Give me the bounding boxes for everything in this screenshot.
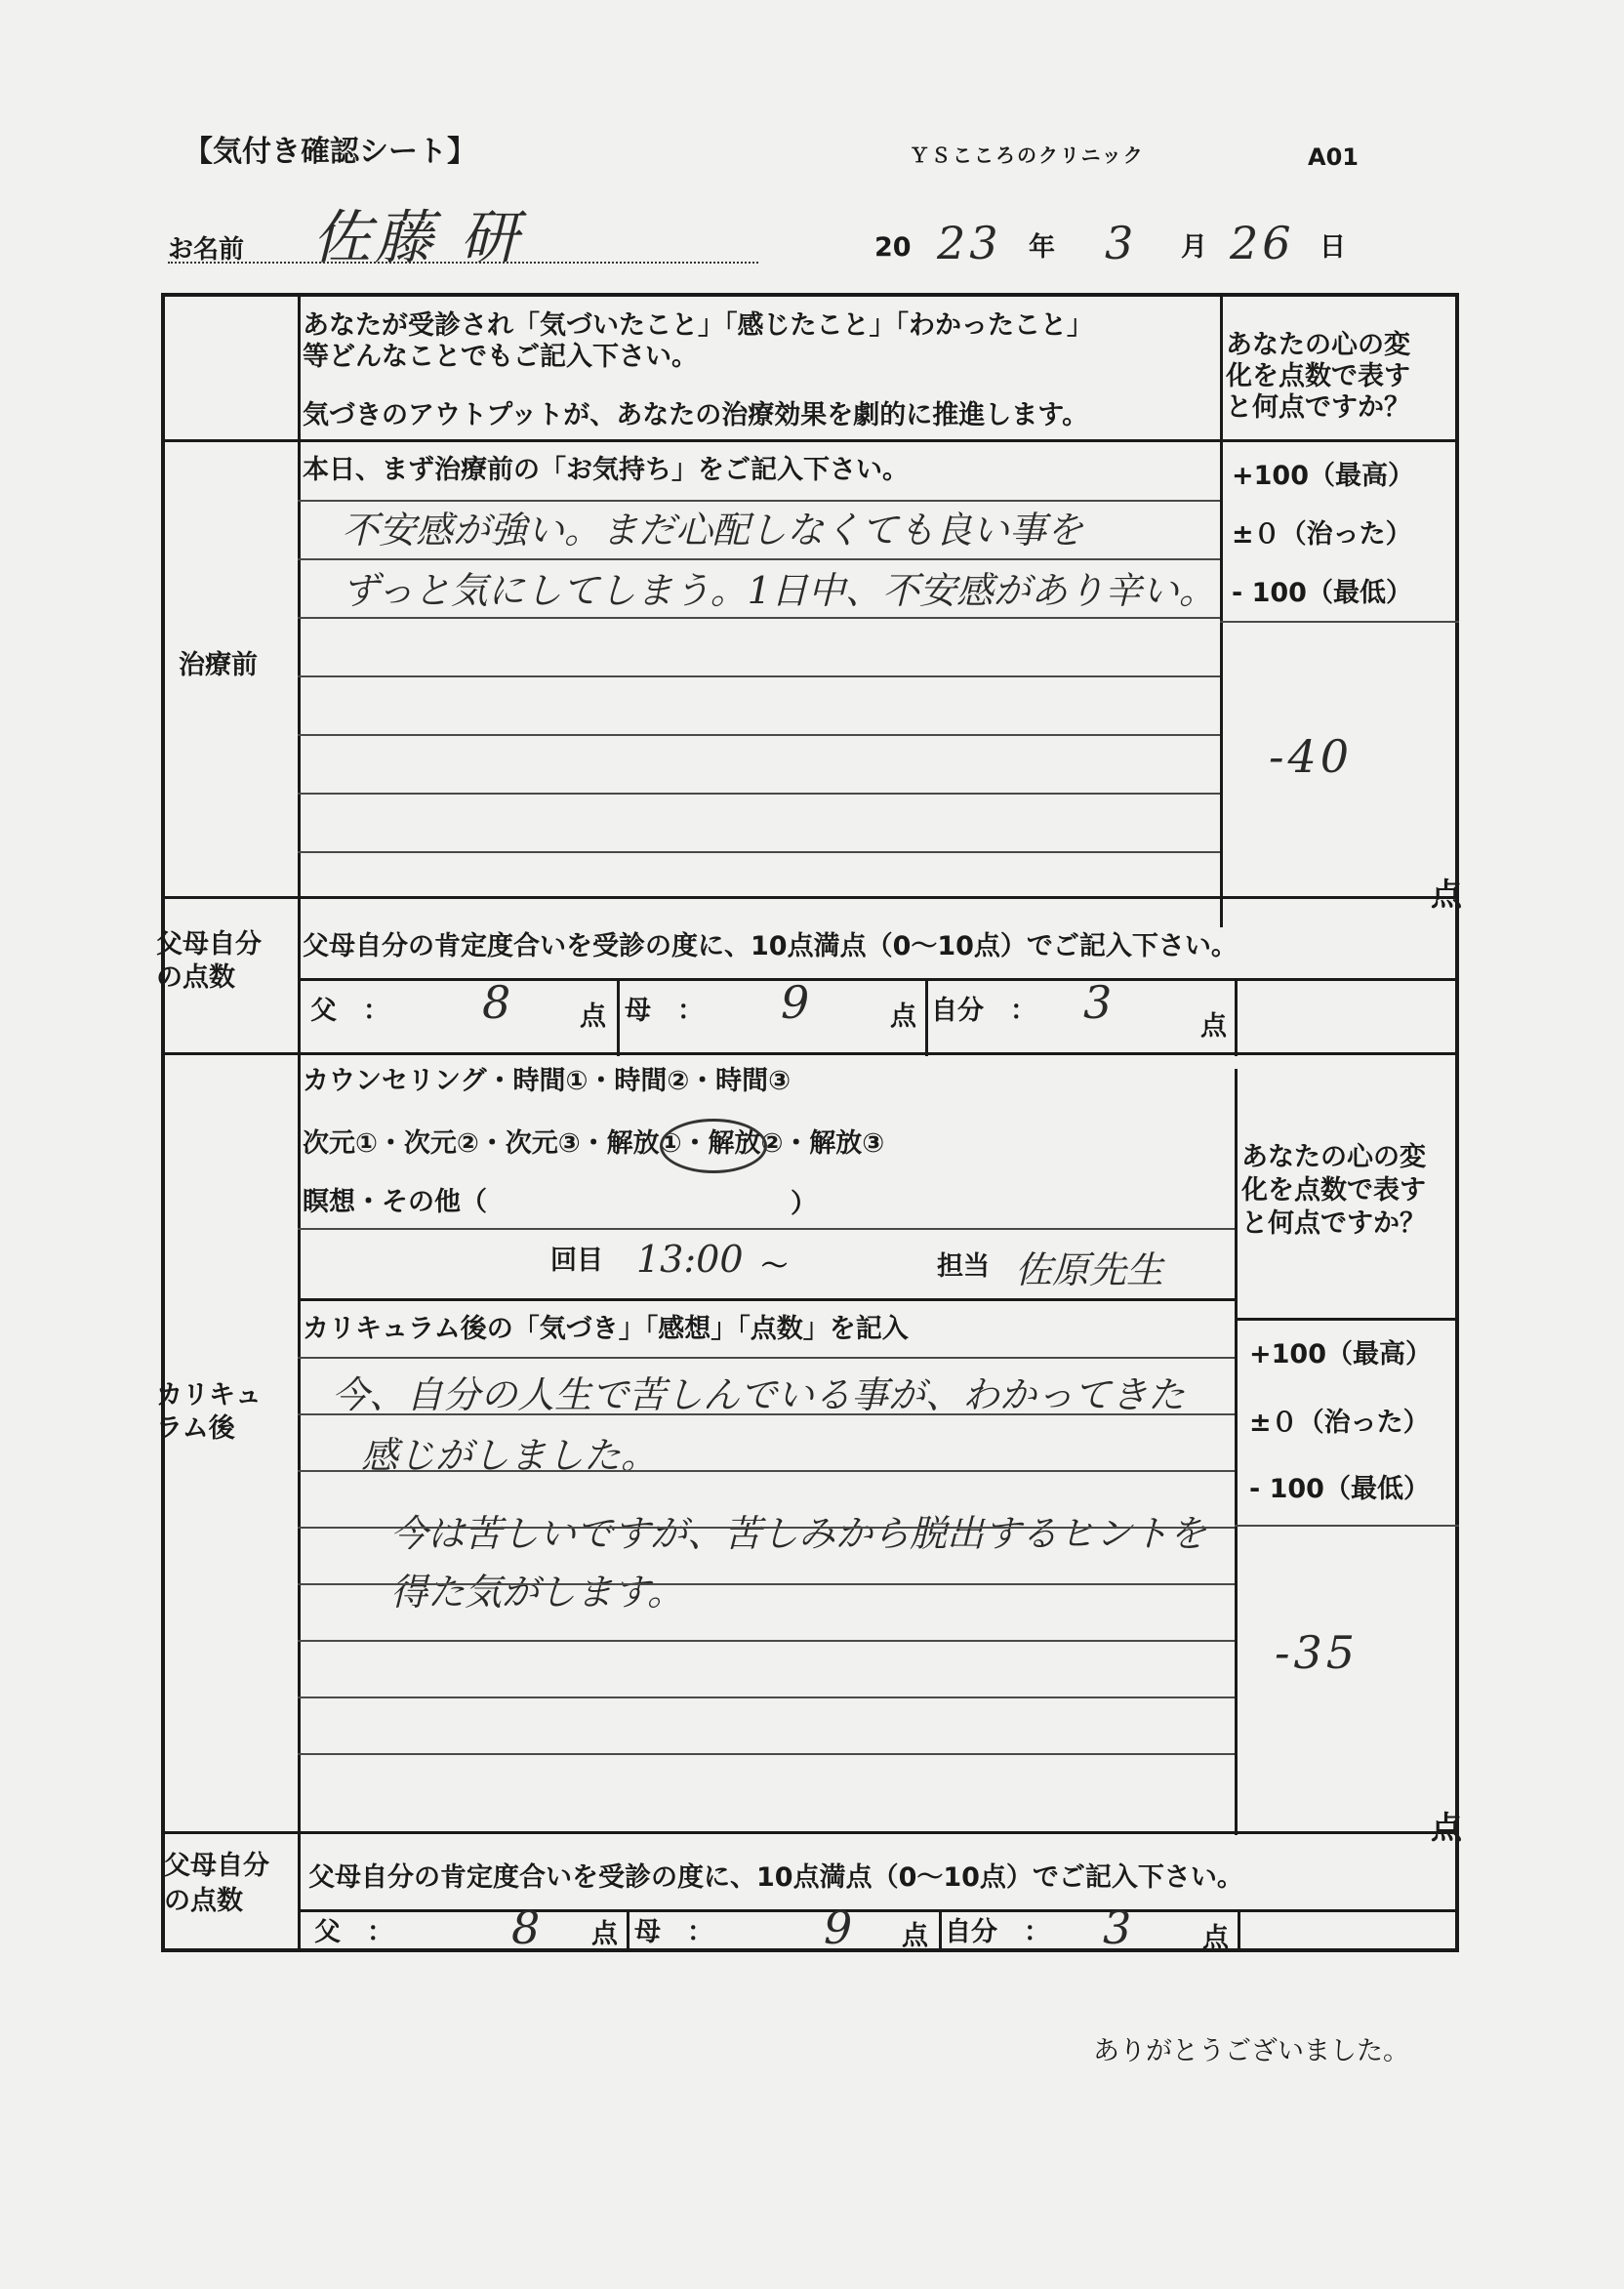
curriculum-text-line-4[interactable]: 得た気がします。 [390,1571,684,1614]
score-column-divider-top [1220,293,1223,927]
curriculum-prompt: カリキュラム後の「気づき」「感想」「点数」を記入 [303,1314,909,1344]
parents2-self-label: 自分 ： [945,1917,1050,1947]
before-score-unit: 点 [1431,876,1463,913]
name-label: お名前 [168,235,245,265]
before-section-divider [161,896,1459,899]
before-scale-zero: ±０（治った） [1232,519,1412,550]
parents1-mother-label: 母 ： [625,996,704,1026]
before-label: 治療前 [179,650,258,680]
intro-text-3: 気づきのアウトプットが、あなたの治療効果を劇的に推進します。 [303,400,1089,430]
curriculum-scale-max: +100（最高） [1249,1339,1432,1369]
curriculum-line [298,1753,1235,1755]
name-underline [168,262,758,264]
parents2-self-value[interactable]: 3 [1103,1901,1136,1954]
before-scale-max: +100（最高） [1232,461,1414,491]
parents2-self-unit: 点 [1202,1923,1229,1953]
date-year[interactable]: 23 [937,217,1002,269]
session-time[interactable]: 13:00 [636,1238,744,1281]
intro-text-2: 等どんなことでもご記入下さい。 [303,342,698,372]
before-text-line-2[interactable]: ずっと気にしてしまう。1日中、不安感があり辛い。 [342,569,1216,612]
parents1-self-value[interactable]: 3 [1083,976,1116,1029]
intro-text-1: あなたが受診され「気づいたこと」「感じたこと」「わかったこと」 [303,310,1093,341]
curriculum-score-question-2: 化を点数で表す [1241,1175,1426,1206]
intro-score-question-3: と何点ですか？ [1226,392,1410,423]
before-line [298,675,1220,677]
curriculum-options-divider [298,1228,1235,1230]
curriculum-options-1: カウンセリング・時間①・時間②・時間③ [303,1066,792,1096]
curriculum-label-1: カリキュ [156,1380,262,1410]
curriculum-line [298,1413,1235,1415]
curriculum-score-unit: 点 [1431,1809,1463,1846]
curriculum-label-2: ラム後 [156,1413,235,1444]
parents2-row-divider [298,1909,1459,1912]
parents2-mother-value[interactable]: 9 [824,1901,857,1954]
session-row-divider [298,1298,1235,1301]
name-value[interactable]: 佐藤 研 [312,204,523,272]
session-label: 回目 [550,1246,603,1276]
staff-label: 担当 [937,1251,990,1282]
parents2-cell-divider [1238,1909,1240,1952]
parents1-label-1: 父母自分 [156,929,262,960]
footer-thanks: ありがとうございました。 [1093,2036,1409,2066]
parents1-label-2: の点数 [156,962,235,993]
before-line [298,734,1220,736]
parents1-father-label: 父 ： [310,996,389,1026]
intro-row-divider [161,439,1459,442]
before-text-line-1[interactable]: 不安感が強い。まだ心配しなくても良い事を [342,509,1084,552]
staff-value[interactable]: 佐原先生 [1015,1248,1164,1291]
before-line [298,793,1220,795]
sheet-title: 【気付き確認シート】 [183,135,476,169]
curriculum-options-3-left: 瞑想・その他（ [303,1187,487,1217]
curriculum-text-line-2[interactable]: 感じがしました。 [361,1434,659,1477]
parents1-cell-divider [925,978,928,1056]
date-year-label: 年 [1029,232,1055,263]
curriculum-line [298,1583,1235,1585]
parents2-father-unit: 点 [591,1919,618,1949]
curriculum-section-divider [161,1831,1459,1834]
before-line [298,851,1220,853]
before-scale-min: - 100（最低） [1232,578,1412,608]
intro-score-question-2: 化を点数で表す [1226,361,1410,391]
curriculum-score-question-1: あなたの心の変 [1241,1142,1426,1172]
date-month-label: 月 [1181,232,1207,263]
curriculum-text-line-3[interactable]: 今は苦しいですが、苦しみから脱出するヒントを [390,1512,1207,1555]
parents1-cell-divider [1235,978,1238,1056]
parents1-self-unit: 点 [1200,1011,1227,1042]
parents1-self-label: 自分 ： [931,996,1036,1026]
parents1-section-divider [161,1052,1459,1055]
before-prompt: 本日、まず治療前の「お気持ち」をご記入下さい。 [303,455,909,485]
curriculum-line [298,1640,1235,1642]
session-tilde: 〜 [761,1251,788,1282]
curriculum-line [298,1357,1235,1359]
parents1-row-divider [298,978,1459,981]
clinic-name: ＹＳこころのクリニック [910,143,1145,167]
parents1-father-unit: 点 [580,1001,606,1032]
parents2-cell-divider [627,1909,629,1952]
parents1-cell-divider [617,978,620,1056]
date-month[interactable]: 3 [1105,217,1138,269]
parents1-prompt: 父母自分の肯定度合いを受診の度に、10点満点（0〜10点）でご記入下さい。 [303,931,1238,961]
curriculum-scale-divider [1235,1525,1459,1527]
score-column-divider-bottom [1235,1069,1238,1835]
parents2-label-2: の点数 [164,1886,243,1916]
curriculum-score[interactable]: -35 [1275,1626,1360,1679]
intro-score-question-1: あなたの心の変 [1226,330,1410,360]
parents2-father-value[interactable]: 8 [511,1901,545,1954]
curriculum-line [298,1470,1235,1472]
parents2-label-1: 父母自分 [164,1851,269,1881]
parents2-cell-divider [939,1909,942,1952]
curriculum-options-2: 次元①・次元②・次元③・解放①・解放②・解放③ [303,1128,885,1159]
date-day[interactable]: 26 [1230,217,1295,269]
curriculum-scale-min: - 100（最低） [1249,1474,1430,1504]
parents1-mother-value[interactable]: 9 [781,976,814,1029]
label-column-divider [298,293,301,1952]
sheet-code: A01 [1308,143,1359,171]
parents2-prompt: 父母自分の肯定度合いを受診の度に、10点満点（0〜10点）でご記入下さい。 [308,1862,1243,1893]
curriculum-score-divider [1235,1318,1459,1321]
parents2-father-label: 父 ： [314,1917,393,1947]
curriculum-text-line-1[interactable]: 今、自分の人生で苦しんでいる事が、わかってきた [332,1373,1186,1416]
date-century: 20 [874,232,912,263]
date-day-label: 日 [1320,232,1346,263]
before-scale-divider [1220,621,1459,623]
parents1-mother-unit: 点 [890,1001,916,1032]
curriculum-line [298,1696,1235,1698]
before-score[interactable]: -40 [1269,730,1354,783]
parents2-mother-unit: 点 [902,1921,928,1951]
curriculum-options-3-right: ） [791,1189,817,1219]
selected-option-circle [660,1119,767,1173]
curriculum-line [298,1527,1235,1529]
parents2-mother-label: 母 ： [634,1917,713,1947]
curriculum-score-question-3: と何点ですか？ [1241,1208,1426,1239]
before-line [298,617,1220,619]
curriculum-scale-zero: ±０（治った） [1249,1408,1430,1438]
parents1-father-value[interactable]: 8 [482,976,515,1029]
